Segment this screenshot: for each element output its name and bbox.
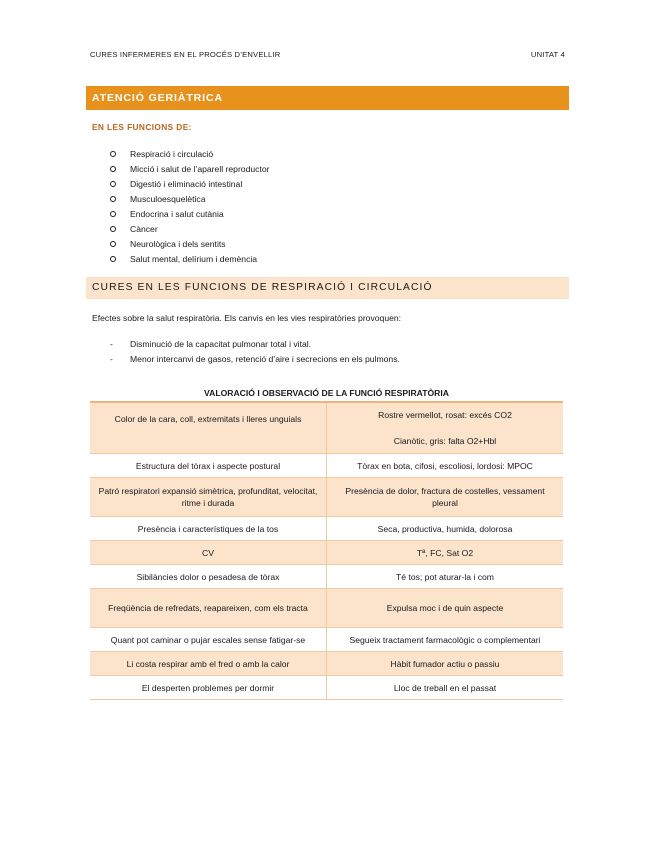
table-cell: Expulsa moc i de quin aspecte [327, 589, 564, 628]
circle-bullet-icon [110, 241, 116, 247]
page-header [90, 50, 565, 59]
effects-list [110, 336, 400, 366]
circle-bullet-icon [110, 151, 116, 157]
table-row [90, 517, 563, 541]
table-cell: Li costa respirar amb el fred o amb la calor [90, 652, 327, 676]
table-cell: Presència i característiques de la tos [90, 517, 327, 541]
table-row [90, 676, 563, 700]
table-cell: Quant pot caminar o pujar escales sense fatigar-se [90, 628, 327, 652]
list-item: Micció i salut de l’aparell reproductor [110, 161, 269, 176]
table-row [90, 478, 563, 517]
list-item: - Menor intercanvi de gasos, retenció d’aire i secrecions en els pulmons. [110, 353, 400, 364]
header-title: CURES INFERMERES EN EL PROCÉS D’ENVELLIR [90, 50, 281, 59]
list-item: Salut mental, delírium i demència [110, 251, 269, 266]
table-cell: Patró respiratori expansió simètrica, profunditat, velocitat, ritme i durada [90, 478, 327, 517]
table-row [90, 652, 563, 676]
table-row [90, 541, 563, 565]
circle-bullet-icon [110, 256, 116, 262]
section-title: ATENCIÓ GERIÀTRICA [86, 86, 569, 110]
list-item: Endocrina i salut cutània [110, 206, 269, 221]
table-cell: Freqüència de refredats, reapareixen, com els tracta [90, 589, 327, 628]
table-row [90, 402, 563, 454]
circle-bullet-icon [110, 196, 116, 202]
subsection-title: CURES EN LES FUNCIONS DE RESPIRACIÓ I CIRCULACIÓ [86, 277, 569, 299]
table-cell: Lloc de treball en el passat [327, 676, 564, 700]
table-cell: Té tos; pot aturar-la i com [327, 565, 564, 589]
table-cell: Seca, productiva, humida, dolorosa [327, 517, 564, 541]
dash-bullet-icon: - [110, 338, 113, 349]
table-cell: Sibilàncies dolor o pesadesa de tòrax [90, 565, 327, 589]
table-cell [327, 402, 564, 454]
dash-bullet-icon: - [110, 353, 113, 364]
table-row [90, 454, 563, 478]
assessment-table [90, 401, 563, 700]
circle-bullet-icon [110, 166, 116, 172]
list-item: Digestió i eliminació intestinal [110, 176, 269, 191]
intro-paragraph: Efectes sobre la salut respiratòria. Els canvis en les vies respiratòries provoquen: [92, 313, 402, 323]
table-row [90, 628, 563, 652]
table-cell-line: Rostre vermellot, rosat: excés CO2 [378, 410, 512, 420]
list-item: Musculoesquelètica [110, 191, 269, 206]
table-cell: Tª, FC, Sat O2 [327, 541, 564, 565]
list-item: - Disminució de la capacitat pulmonar total i vital. [110, 338, 312, 349]
table-cell: Segueix tractament farmacològic o complementari [327, 628, 564, 652]
table-cell: Tòrax en bota, cifosi, escoliosi, lordosi: MPOC [327, 454, 564, 478]
table-cell: Estructura del tòrax i aspecte postural [90, 454, 327, 478]
table-cell: Presència de dolor, fractura de costelles, vessament pleural [327, 478, 564, 517]
table-cell: CV [90, 541, 327, 565]
table-cell-line: Cianòtic, gris: falta O2+Hbl [393, 436, 497, 446]
list-item: Respiració i circulació [110, 146, 269, 161]
circle-bullet-icon [110, 211, 116, 217]
table-cell: El desperten problemes per dormir [90, 676, 327, 700]
table-cell: Hàbit fumador actiu o passiu [327, 652, 564, 676]
table-row [90, 589, 563, 628]
table-row [90, 565, 563, 589]
circle-bullet-icon [110, 226, 116, 232]
list-item: Neurològica i dels sentits [110, 236, 269, 251]
functions-list [110, 146, 269, 266]
table-cell: Color de la cara, coll, extremitats i lleres unguials [90, 402, 327, 454]
header-unit: UNITAT 4 [530, 50, 565, 59]
functions-subheading: EN LES FUNCIONS DE: [92, 122, 192, 132]
circle-bullet-icon [110, 181, 116, 187]
list-item: Càncer [110, 221, 269, 236]
table-title: VALORACIÓ I OBSERVACIÓ DE LA FUNCIÓ RESPIRATÒRIA [204, 388, 449, 398]
